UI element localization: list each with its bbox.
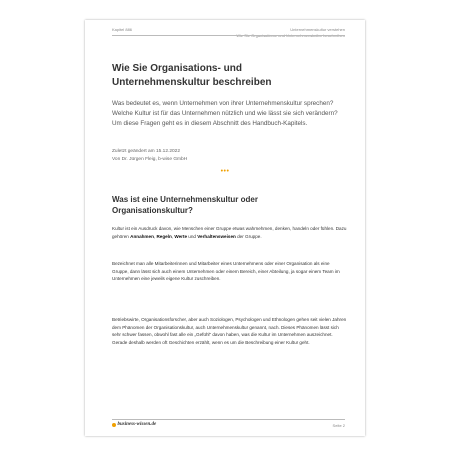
logo-dot-icon [112, 423, 116, 427]
section-heading: Was ist eine Unternehmenskultur oder Organisationskultur? [112, 195, 258, 215]
sep-2: , [171, 233, 175, 239]
paragraph-1 [112, 225, 347, 240]
document-page [85, 20, 365, 436]
paragraph-1-end: der Gruppe. [235, 233, 262, 239]
header-right [236, 27, 345, 38]
term-werte: Werte [174, 233, 188, 239]
paragraph-2: Bezeichnet man alle Mitarbeiterinnen und Mitarbeiter eines Unternehmens oder einer Organisation als eine Gruppe, dann lässt sich auch einem Unternehmen oder einem Bereich, einer Abteilung, ja sogar einem Team im Unternehmen eine jeweils eigene Kultur zuschreiben. [112, 261, 340, 281]
paragraph-1-text: Kultur ist ein Ausdruck davon, wie Menschen einer Gruppe etwas wahrnehmen, denken, handeln oder fühlen. Dazu gehören [112, 226, 347, 239]
header-divider [112, 35, 345, 36]
last-updated: Zuletzt geändert am 15.12.2022 [112, 149, 181, 154]
header-topic: Unternehmenskultur verstehen [290, 27, 345, 32]
term-annahmen: Annahmen [130, 233, 154, 239]
header-chapter: Kapitel 886 [112, 27, 133, 32]
sep-1: , [153, 233, 157, 239]
paragraph-3: Betriebswirte, Organisationsforscher, aber auch Soziologen, Psychologen und Ethnologen gehen seit vielen Jahren dem Phänomen der Organisationskultur, auch Unternehmenskultur genannt, nach. Dieses Phänomen lässt sich sehr schwer fassen, obwohl fast alle ein „Gefühl“ davon haben, was die Kultur im Unternehmen auszeichnet. Gerade deshalb werden oft Geschichten erzählt, wenn es um die Beschreibung einer Kultur geht. [112, 317, 347, 345]
term-regeln: Regeln [156, 233, 172, 239]
footer-logo[interactable] [112, 422, 156, 427]
term-verhaltensweisen: Verhaltensweisen [197, 233, 236, 239]
logo-text: business-wissen.de [117, 422, 157, 427]
section-separator: ••• [220, 168, 230, 175]
article-meta [112, 148, 187, 164]
sep-3: und [187, 233, 198, 239]
author-line: Von Dr. Jürgen Fleig, b-wise GmbH [112, 157, 188, 162]
page-number: Seite 2 [332, 423, 345, 428]
lead-paragraph: Was bedeutet es, wenn Unternehmen von ihrer Unternehmenskultur sprechen? Welche Kultur ist für das Unternehmen nützlich und wie lässt sie sich verändern? Um diese Fragen geht es in diesem Abschnitt des Handbuch-Kapitels. [112, 100, 338, 127]
footer-divider [112, 419, 345, 420]
page-title: Wie Sie Organisations- und Unternehmenskultur beschreiben [112, 63, 272, 88]
header-section: Wie Sie Organisations- und Unternehmenskultur beschreiben [236, 32, 345, 38]
